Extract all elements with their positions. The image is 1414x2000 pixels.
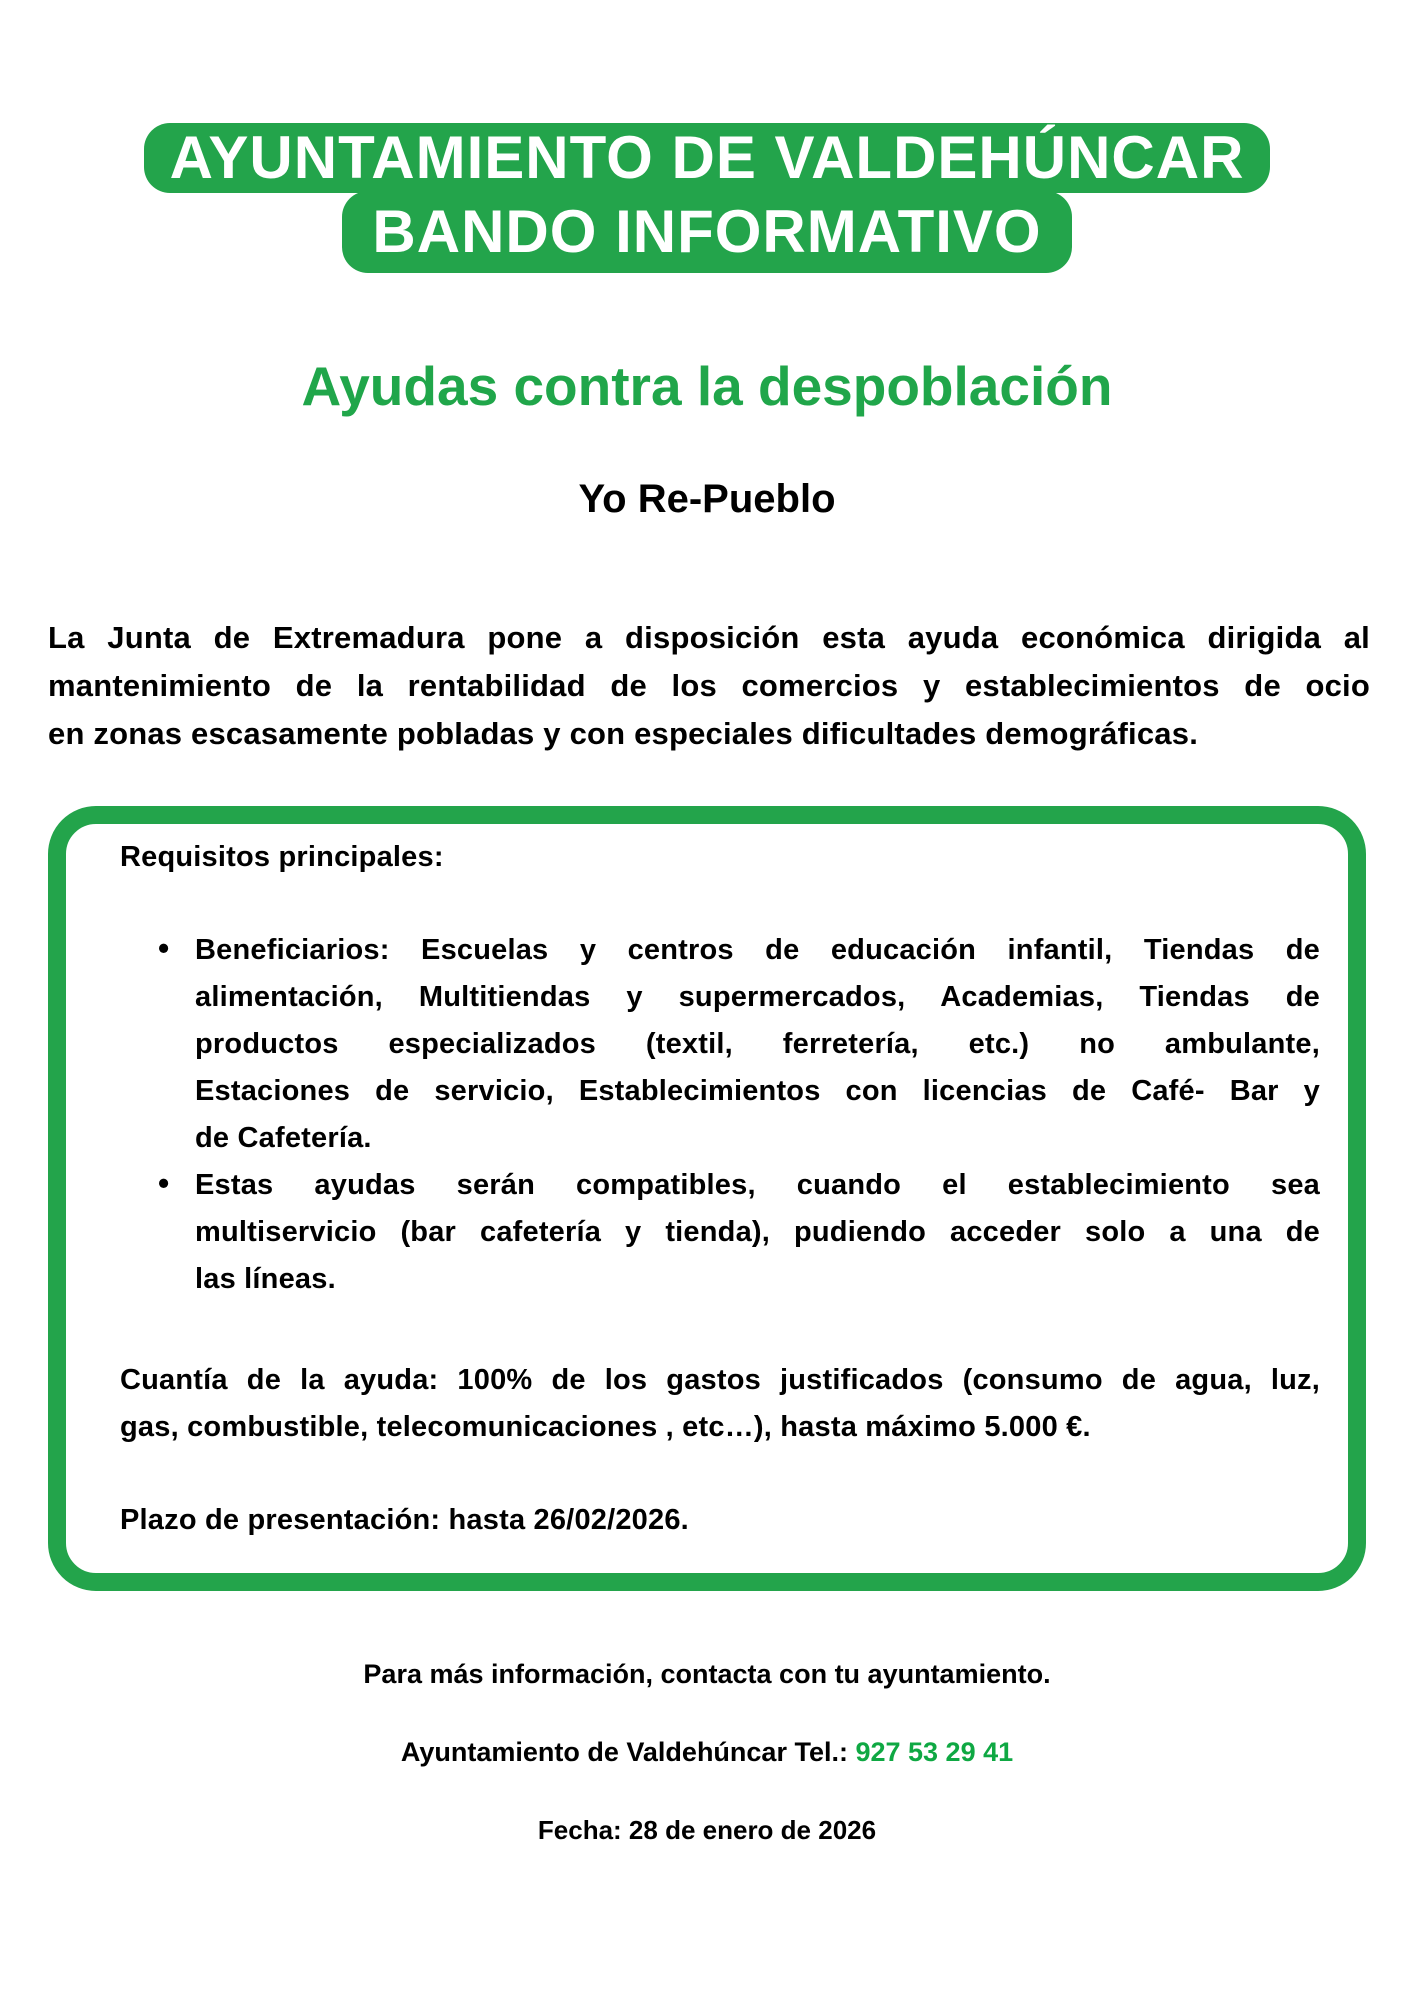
footer-contact-line	[0, 1735, 1414, 1769]
bullet-line: productos especializados (textil, ferretería, etc.) no ambulante,	[195, 1028, 1320, 1060]
footer-info-text: Para más información, contacta con tu ayuntamiento.	[363, 1659, 1051, 1689]
bullet-line: alimentación, Multitiendas y supermercados, Academias, Tiendas de	[195, 981, 1320, 1013]
header-line-2: BANDO INFORMATIVO	[342, 191, 1071, 273]
bullet-marker: •	[158, 930, 170, 966]
footer-date: Fecha: 28 de enero de 2026	[537, 1815, 877, 1845]
cuantia-paragraph	[120, 1357, 1320, 1451]
intro-line: La Junta de Extremadura pone a disposición esta ayuda económica dirigida al	[48, 620, 1370, 655]
bullet-line: las líneas.	[195, 1263, 336, 1295]
bullet-line: multiservicio (bar cafetería y tienda), pudiendo acceder solo a una de	[195, 1216, 1320, 1248]
bullet-marker: •	[158, 1165, 170, 1201]
requirements-box	[48, 806, 1366, 1591]
bullet-line: de Cafetería.	[195, 1122, 372, 1154]
program-subtitle: Yo Re-Pueblo	[578, 477, 836, 521]
intro-line: en zonas escasamente pobladas y con especiales dificultades demográficas.	[48, 716, 1199, 751]
intro-paragraph	[48, 614, 1370, 758]
bullet-item-beneficiarios	[120, 927, 1320, 1162]
bullet-line: Estaciones de servicio, Establecimientos con licencias de Café- Bar y	[195, 1075, 1320, 1107]
footer	[0, 1657, 1414, 1847]
phone-number: 927 53 29 41	[855, 1737, 1014, 1767]
contact-label: Ayuntamiento de Valdehúncar Tel.:	[400, 1737, 856, 1767]
bullet-item-compatibilidad	[120, 1162, 1320, 1303]
cuantia-line: gas, combustible, telecomunicaciones , etc…), hasta máximo 5.000 €.	[120, 1411, 1091, 1443]
intro-line: mantenimiento de la rentabilidad de los comercios y establecimientos de ocio	[48, 668, 1370, 703]
page-title: Ayudas contra la despoblación	[301, 355, 1113, 417]
requirements-heading: Requisitos principales:	[120, 841, 444, 873]
plazo-paragraph: Plazo de presentación: hasta 26/02/2026.	[120, 1504, 689, 1536]
bullet-line: Beneficiarios: Escuelas y centros de educación infantil, Tiendas de	[195, 934, 1320, 966]
bullet-line: Estas ayudas serán compatibles, cuando el establecimiento sea	[195, 1169, 1320, 1201]
header-banner	[0, 123, 1414, 273]
cuantia-line: Cuantía de la ayuda: 100% de los gastos justificados (consumo de agua, luz,	[120, 1364, 1320, 1396]
header-line-1: AYUNTAMIENTO DE VALDEHÚNCAR	[144, 123, 1271, 193]
